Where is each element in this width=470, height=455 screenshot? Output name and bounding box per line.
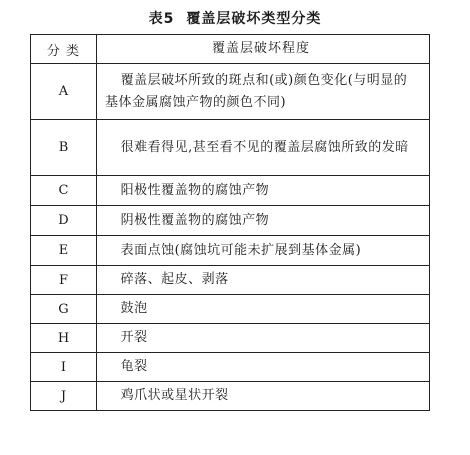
table-row xyxy=(31,265,429,294)
table-number: 表5 xyxy=(148,11,175,27)
row-description: 很难看得见,甚至看不见的覆盖层腐蚀所致的发暗 xyxy=(120,139,409,155)
row-description: 鸡爪状或星状开裂 xyxy=(120,388,229,403)
table-title: 覆盖层破坏类型分类 xyxy=(186,11,322,27)
row-code: C xyxy=(31,176,97,205)
row-description: 碎落、起皮、剥落 xyxy=(120,272,229,287)
row-description: 表面点蚀(腐蚀坑可能未扩展到基体金属) xyxy=(120,242,362,258)
table-row xyxy=(31,381,429,410)
row-code: H xyxy=(31,324,97,352)
row-code: B xyxy=(31,120,97,175)
row-code: G xyxy=(31,295,97,323)
table-row xyxy=(31,352,429,381)
table-row xyxy=(31,323,429,352)
table-caption xyxy=(0,6,470,30)
classification-table xyxy=(30,34,430,411)
table-row xyxy=(31,294,429,323)
row-code: D xyxy=(31,206,97,235)
row-description: 开裂 xyxy=(120,330,148,345)
row-description: 覆盖层破坏所致的斑点和(或)颜色变化(与明显的基体金属腐蚀产物的颜色不同) xyxy=(105,72,408,110)
row-code: I xyxy=(31,353,97,381)
table-row xyxy=(31,205,429,235)
row-code: J xyxy=(31,382,97,410)
header-code: 分 类 xyxy=(31,35,97,63)
header-description: 覆盖层破坏程度 xyxy=(211,41,310,56)
row-description: 阴极性覆盖物的腐蚀产物 xyxy=(120,212,270,228)
row-description: 阳极性覆盖物的腐蚀产物 xyxy=(120,182,270,198)
table-row xyxy=(31,119,429,175)
table-row xyxy=(31,63,429,119)
row-code: E xyxy=(31,236,97,265)
table-row xyxy=(31,235,429,265)
row-description: 鼓泡 xyxy=(120,301,148,316)
row-code: F xyxy=(31,266,97,294)
row-description: 龟裂 xyxy=(120,359,148,374)
table-row xyxy=(31,175,429,205)
row-code: A xyxy=(31,64,97,119)
table-header-row xyxy=(31,35,429,63)
